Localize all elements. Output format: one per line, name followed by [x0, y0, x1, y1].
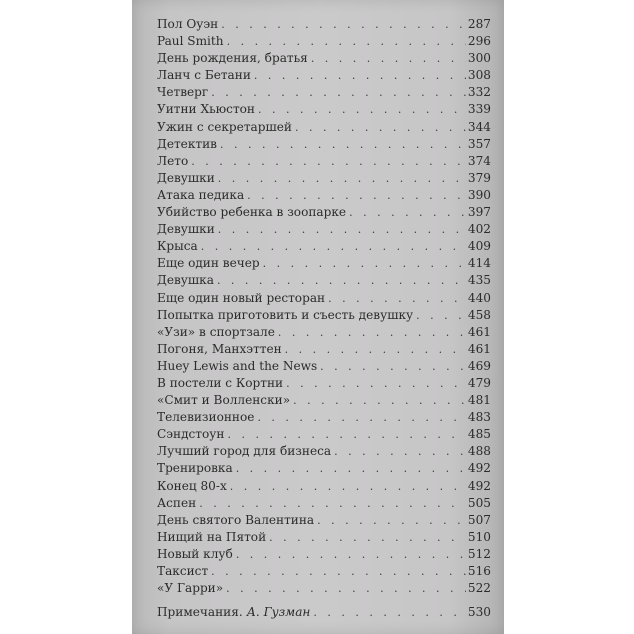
toc-leader-dots — [311, 50, 466, 67]
toc-entry-title: Paul Smith — [157, 34, 224, 49]
toc-leader-dots — [416, 307, 466, 324]
toc-entry-page: 458 — [467, 307, 491, 322]
toc-entry — [157, 33, 491, 50]
toc-entry-title: Погоня, Манхэттен — [157, 341, 282, 356]
toc-entry-title: Крыса — [157, 239, 198, 254]
toc-entry — [157, 478, 491, 495]
toc-leader-dots — [236, 546, 466, 563]
toc-entry-title: Девушки — [157, 222, 215, 237]
toc-entry-page: 479 — [467, 375, 491, 390]
toc-entry-page: 390 — [467, 187, 491, 202]
toc-entry — [157, 153, 491, 170]
toc-entry-page: 510 — [467, 529, 491, 544]
toc-entry-title: Аспен — [157, 495, 197, 510]
toc-leader-dots — [236, 460, 466, 477]
toc-entry — [157, 341, 491, 358]
toc-entry-title: «Смит и Волленски» — [157, 393, 291, 408]
toc-entry-title: Уитни Хьюстон — [157, 102, 255, 117]
toc-entry — [157, 426, 491, 443]
toc-entry-title: Нищий на Пятой — [157, 529, 267, 544]
toc-entry-page: 483 — [467, 410, 491, 425]
toc-entry-title: Попытка приготовить и съесть девушку — [157, 307, 414, 322]
toc-entry — [157, 512, 491, 529]
toc-entry — [157, 16, 491, 33]
toc-entry-page: 339 — [467, 102, 491, 117]
toc-notes-author: А. Гузман — [246, 605, 311, 620]
toc-entry — [157, 375, 491, 392]
toc-entry-page: 402 — [467, 222, 491, 237]
toc-entry-page: 357 — [467, 136, 491, 151]
toc-leader-dots — [263, 255, 466, 272]
toc-entry — [157, 409, 491, 426]
toc-leader-dots — [221, 16, 466, 33]
toc-entry-page: 287 — [467, 17, 491, 31]
toc-entry — [157, 460, 491, 477]
toc-entry-title: Лето — [157, 153, 189, 168]
toc-entry-page: 397 — [467, 205, 491, 220]
toc-leader-dots — [328, 290, 466, 307]
toc-entry — [157, 324, 491, 341]
toc-entry-page: 440 — [467, 290, 491, 305]
toc-entry-title: Четверг — [157, 85, 209, 100]
toc-leader-dots — [295, 119, 466, 136]
toc-entry — [157, 443, 491, 460]
toc-entry — [157, 358, 491, 375]
toc-entry — [157, 290, 491, 307]
toc-entry-title: Huey Lewis and the News — [157, 358, 318, 373]
toc-leader-dots — [191, 153, 466, 170]
toc-entry-page: 414 — [467, 256, 491, 271]
toc-leader-dots — [211, 84, 466, 101]
toc-entry-title: «Узи» в спортзале — [157, 324, 275, 339]
toc-entry-title: «У Гарри» — [157, 581, 224, 596]
toc-leader-dots — [218, 221, 466, 238]
toc-entry — [157, 187, 491, 204]
toc-entry-page: 332 — [467, 85, 491, 100]
toc-entry-page: 505 — [467, 495, 491, 510]
toc-leader-dots — [320, 358, 466, 375]
toc-leader-dots — [254, 67, 466, 84]
toc-entry-page: 469 — [467, 358, 491, 373]
toc-entry-title: Лучший город для бизнеса — [157, 444, 332, 459]
toc-entry-title: Тренировка — [157, 461, 233, 476]
toc-leader-dots — [278, 324, 466, 341]
toc-entry — [157, 170, 491, 187]
toc-entry-page: 461 — [467, 324, 491, 339]
toc-leader-dots — [220, 136, 466, 153]
toc-leader-dots — [218, 170, 466, 187]
toc-entry-title: Еще один новый ресторан — [157, 290, 326, 305]
toc-entry — [157, 529, 491, 546]
toc-entry-title: Новый клуб — [157, 546, 233, 561]
toc-notes-page: 530 — [467, 605, 491, 620]
toc-entry-page: 461 — [467, 341, 491, 356]
toc-entry — [157, 392, 491, 409]
toc-leader-dots — [258, 101, 466, 118]
toc-entry — [157, 238, 491, 255]
toc-entry-title: Конец 80-х — [157, 478, 227, 493]
toc-leader-dots — [201, 238, 466, 255]
toc-entry-page: 308 — [467, 68, 491, 83]
toc-notes-title: Примечания. — [157, 605, 243, 620]
toc-leader-dots — [230, 478, 466, 495]
toc-entry-page: 379 — [467, 170, 491, 185]
toc-leader-dots — [269, 529, 466, 546]
toc-entry-page: 507 — [467, 512, 491, 527]
toc-entry-title: Убийство ребенка в зоопарке — [157, 205, 347, 220]
toc-leader-dots — [226, 580, 466, 597]
toc-entry-page: 300 — [467, 51, 491, 66]
toc-entry-page: 409 — [467, 239, 491, 254]
toc-leader-dots — [286, 375, 466, 392]
toc-entry-title: Телевизионное — [157, 410, 255, 425]
toc-entry-page: 492 — [467, 461, 491, 476]
toc-leader-dots — [285, 341, 466, 358]
toc-entry-page: 481 — [467, 393, 491, 408]
toc-entry — [157, 101, 491, 118]
toc-entry — [157, 495, 491, 512]
toc-entry-title: Таксист — [157, 564, 209, 578]
toc-leader-dots — [334, 443, 466, 460]
toc-entry — [157, 255, 491, 272]
toc-entry — [157, 136, 491, 153]
toc-entry-title: День святого Валентина — [157, 512, 315, 527]
toc-entry — [157, 272, 491, 289]
toc-entry-title: Атака педика — [157, 187, 245, 202]
toc-entry-page: 374 — [467, 153, 491, 168]
toc-leader-dots — [293, 392, 466, 409]
toc-leader-dots — [349, 204, 466, 221]
toc-entry — [157, 221, 491, 238]
toc-entry-title: День рождения, братья — [157, 51, 308, 66]
toc-entry-page: 516 — [467, 564, 491, 578]
toc-entry — [157, 563, 491, 580]
toc-entry-page: 296 — [467, 34, 491, 49]
toc-entry — [157, 307, 491, 324]
toc-entry-title: Пол Оуэн — [157, 17, 219, 31]
toc-entry-page: 512 — [467, 546, 491, 561]
toc-entry — [157, 50, 491, 67]
toc-entry-title: Сэндстоун — [157, 427, 225, 442]
toc-leader-dots — [313, 604, 466, 621]
toc-entry-title: Ланч с Бетани — [157, 68, 251, 83]
toc-entry-page: 485 — [467, 427, 491, 442]
toc-entry — [157, 84, 491, 101]
toc-entry-title: Детектив — [157, 136, 217, 151]
toc-notes-entry — [157, 604, 491, 621]
toc-entry-page: 488 — [467, 444, 491, 459]
toc-leader-dots — [247, 187, 466, 204]
toc-leader-dots — [199, 495, 466, 512]
toc-entry — [157, 546, 491, 563]
toc-leader-dots — [211, 563, 466, 580]
toc-entry-title: Ужин с секретаршей — [157, 119, 292, 134]
toc-leader-dots — [227, 33, 466, 50]
toc-leader-dots — [217, 272, 466, 289]
toc-leader-dots — [257, 409, 465, 426]
toc-entry — [157, 580, 491, 597]
toc-entry-page: 492 — [467, 478, 491, 493]
toc-entry — [157, 204, 491, 221]
toc-entry-title: В постели с Кортни — [157, 375, 284, 390]
toc-entry-page: 435 — [467, 273, 491, 288]
toc-entry-page: 344 — [467, 119, 491, 134]
toc-entry-title: Еще один вечер — [157, 256, 260, 271]
toc-leader-dots — [227, 426, 465, 443]
toc-entry — [157, 119, 491, 136]
toc-entry — [157, 67, 491, 84]
table-of-contents — [157, 16, 491, 621]
toc-entry-title: Девушки — [157, 170, 215, 185]
toc-entry-page: 522 — [467, 581, 491, 596]
toc-entry-title: Девушка — [157, 273, 214, 288]
toc-leader-dots — [317, 512, 466, 529]
